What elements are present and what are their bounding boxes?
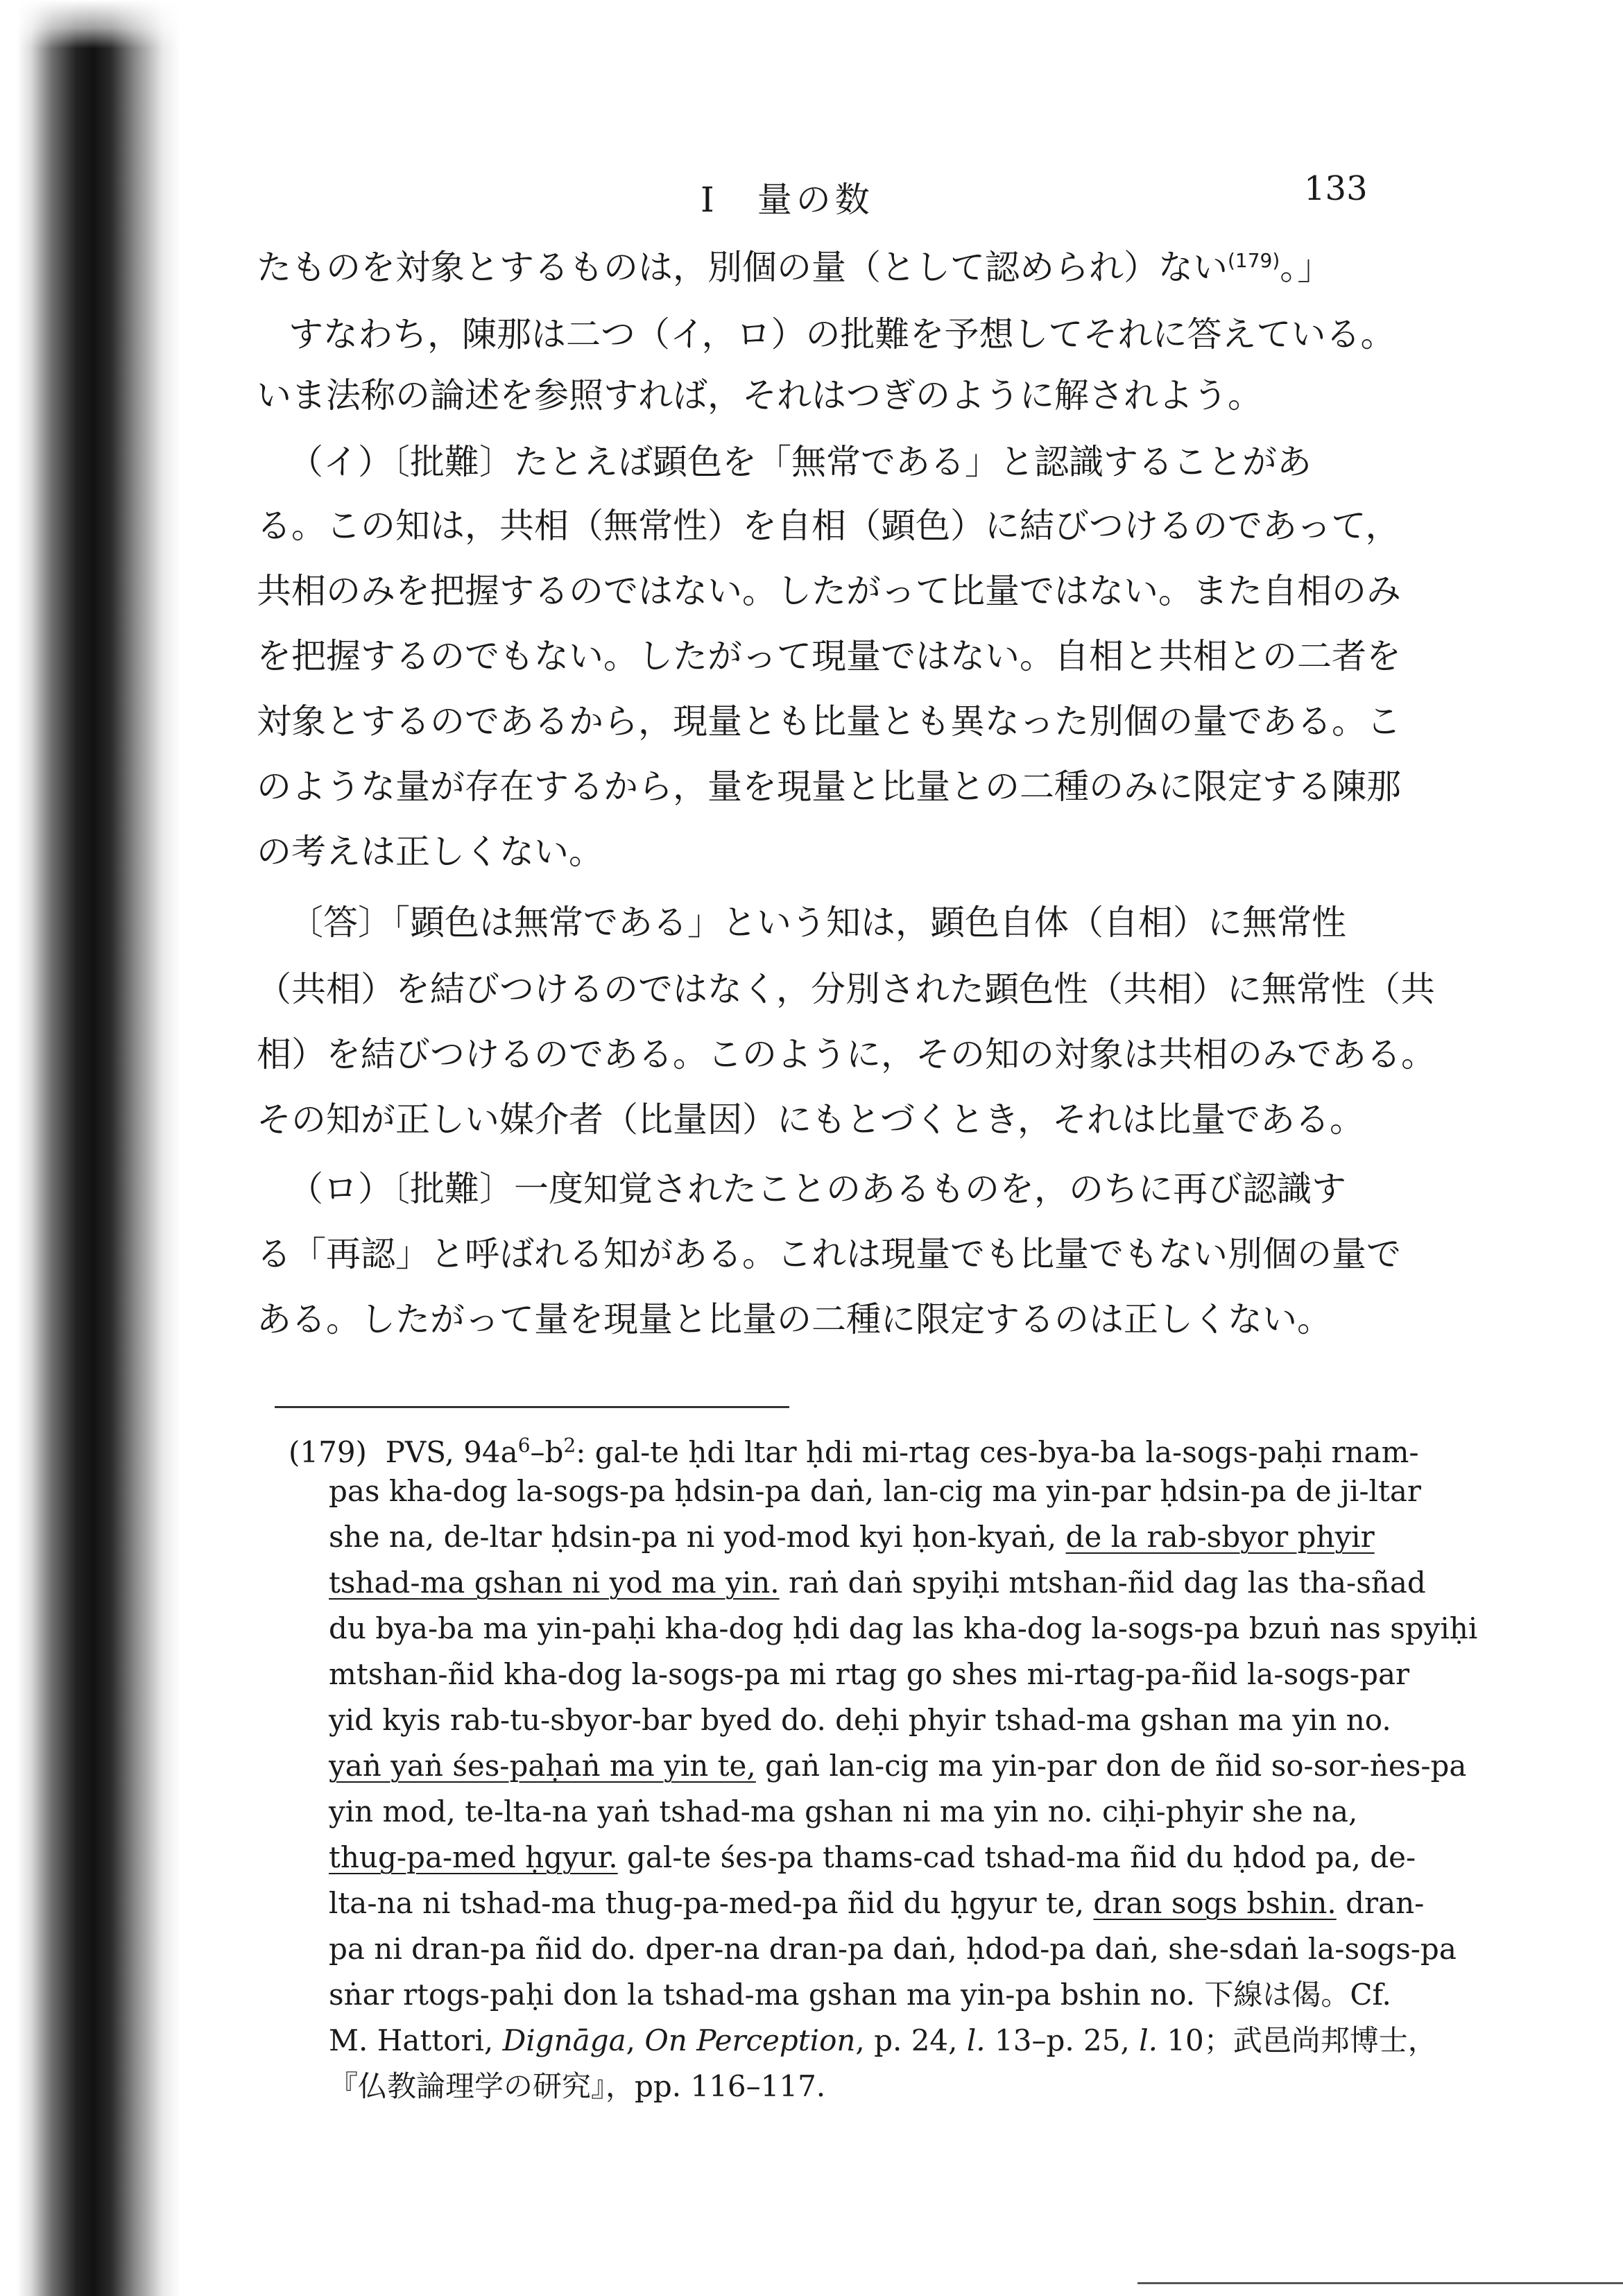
verse-underline: yaṅ yaṅ śes-paḥaṅ ma yin te, bbox=[329, 1749, 756, 1783]
verse-underline: tshad-ma gshan ni yod ma yin. bbox=[329, 1566, 780, 1600]
footnote-line-9: yin mod, te-lta-na yaṅ tshad-ma gshan ni ma yin no. ciḥi-phyir she na, bbox=[329, 1794, 1358, 1828]
footnote-line-12: pa ni dran-pa ñid do. dper-na dran-pa daṅ, ḥdod-pa daṅ, she-sdaṅ la-sogs-pa bbox=[329, 1932, 1457, 1966]
body-line-2: すなわち，陳那は二つ（イ，ロ）の批難を予想してそれに答えている。 bbox=[289, 314, 1396, 354]
footnote-line-2: pas kha-dog la-sogs-pa ḥdsin-pa daṅ, lan-cig ma yin-par ḥdsin-pa de ji-ltar bbox=[329, 1474, 1421, 1508]
body-line-15: （ロ）〔批難〕一度知覚されたことのあるものを，のちに再び認識す bbox=[289, 1169, 1346, 1209]
footnote-line-5: du bya-ba ma yin-paḥi kha-dog ḥdi dag las kha-dog la-sogs-pa bzuṅ nas spyiḥi bbox=[329, 1611, 1478, 1645]
footnote-line-1: (179) PVS, $94a^6-b^2$: gal-te ḥdi ltar ḥdi mi-rtag ces-bya-ba la-sogs-paḥi rnam- bbox=[289, 1434, 1419, 1469]
body-line-12: （共相）を結びつけるのではなく，分別された顕色性（共相）に無常性（共 bbox=[257, 969, 1435, 1009]
book-title-italic: Dignāga bbox=[502, 2023, 626, 2057]
body-line-4: （イ）〔批難〕たとえば顕色を「無常である」と認識することがあ bbox=[289, 442, 1312, 482]
footnote-rule bbox=[275, 1406, 789, 1408]
footnote-line-4: tshad-ma gshan ni yod ma yin. raṅ daṅ spyiḥi mtshan-ñid dag las tha-sñad bbox=[329, 1566, 1426, 1600]
body-line-13: 相）を結びつけるのである。このように，その知の対象は共相のみである。 bbox=[257, 1034, 1436, 1074]
footnote-line-13: sṅar rtogs-paḥi don la tshad-ma gshan ma yin-pa bshin no. 下線は偈。Cf. bbox=[329, 1978, 1391, 2012]
scan-binding-shadow bbox=[0, 0, 180, 2296]
body-line-9: のような量が存在するから，量を現量と比量との二種のみに限定する陳那 bbox=[257, 766, 1401, 807]
body-line-1: たものを対象とするものは，別個の量（として認められ）ない$^{(179)}$。」 bbox=[257, 247, 1332, 288]
footnote-line-3: she na, de-ltar ḥdsin-pa ni yod-mod kyi ḥon-kyaṅ, de la rab-sbyor phyir bbox=[329, 1520, 1375, 1554]
body-line-14: その知が正しい媒介者（比量因）にもとづくとき，それは比量である。 bbox=[257, 1099, 1364, 1140]
footnote-line-11: lta-na ni tshad-ma thug-pa-med-pa ñid du ḥgyur te, dran sogs bshin. dran- bbox=[329, 1886, 1425, 1920]
body-line-5: る。この知は，共相（無常性）を自相（顕色）に結びつけるのであって， bbox=[257, 506, 1400, 546]
footnote-line-8: yaṅ yaṅ śes-paḥaṅ ma yin te, gaṅ lan-cig ma yin-par don de ñid so-sor-ṅes-pa bbox=[329, 1749, 1467, 1783]
footnote-number: (179) bbox=[289, 1435, 367, 1469]
footnote-reference: (179) bbox=[1228, 249, 1280, 272]
verse-underline: de la rab-sbyor phyir bbox=[1065, 1520, 1375, 1554]
body-line-17: ある。したがって量を現量と比量の二種に限定するのは正しくない。 bbox=[257, 1299, 1332, 1339]
page-number: 133 bbox=[1304, 169, 1368, 208]
body-line-6: 共相のみを把握するのではない。したがって比量ではない。また自相のみ bbox=[257, 571, 1401, 611]
body-line-11: 〔答〕「顕色は無常である」という知は，顕色自体（自相）に無常性 bbox=[289, 902, 1346, 943]
footnote-line-15: 『仏教論理学の研究』，pp. 116–117. bbox=[329, 2069, 826, 2103]
body-line-10: の考えは正しくない。 bbox=[257, 832, 603, 872]
body-line-8: 対象とするのであるから，現量とも比量とも異なった別個の量である。こ bbox=[257, 701, 1401, 742]
verse-underline: thug-pa-med ḥgyur. bbox=[329, 1840, 618, 1874]
footnote-line-10: thug-pa-med ḥgyur. gal-te śes-pa thams-cad tshad-ma ñid du ḥdod pa, de- bbox=[329, 1840, 1416, 1874]
bottom-edge-line bbox=[1137, 2282, 1623, 2284]
footnote-line-14: M. Hattori, Dignāga, On Perception, p. 24, l. 13–p. 25, l. 10；武邑尚邦博士， bbox=[329, 2023, 1437, 2057]
footnote-line-7: yid kyis rab-tu-sbyor-bar byed do. deḥi phyir tshad-ma gshan ma yin no. bbox=[329, 1703, 1391, 1737]
verse-underline: dran sogs bshin. bbox=[1093, 1886, 1337, 1920]
body-line-7: を把握するのでもない。したがって現量ではない。自相と共相との二者を bbox=[257, 636, 1401, 676]
body-line-16: る「再認」と呼ばれる知がある。これは現量でも比量でもない別個の量で bbox=[257, 1234, 1401, 1274]
book-title-italic: On Perception bbox=[644, 2023, 856, 2057]
scan-binding-shadow-top bbox=[0, 0, 187, 49]
footnote-line-6: mtshan-ñid kha-dog la-sogs-pa mi rtag go shes mi-rtag-pa-ñid la-sogs-par bbox=[329, 1657, 1410, 1691]
body-line-3: いま法称の論述を参照すれば，それはつぎのように解されよう。 bbox=[257, 375, 1262, 415]
running-head: I 量の数 bbox=[701, 180, 874, 220]
